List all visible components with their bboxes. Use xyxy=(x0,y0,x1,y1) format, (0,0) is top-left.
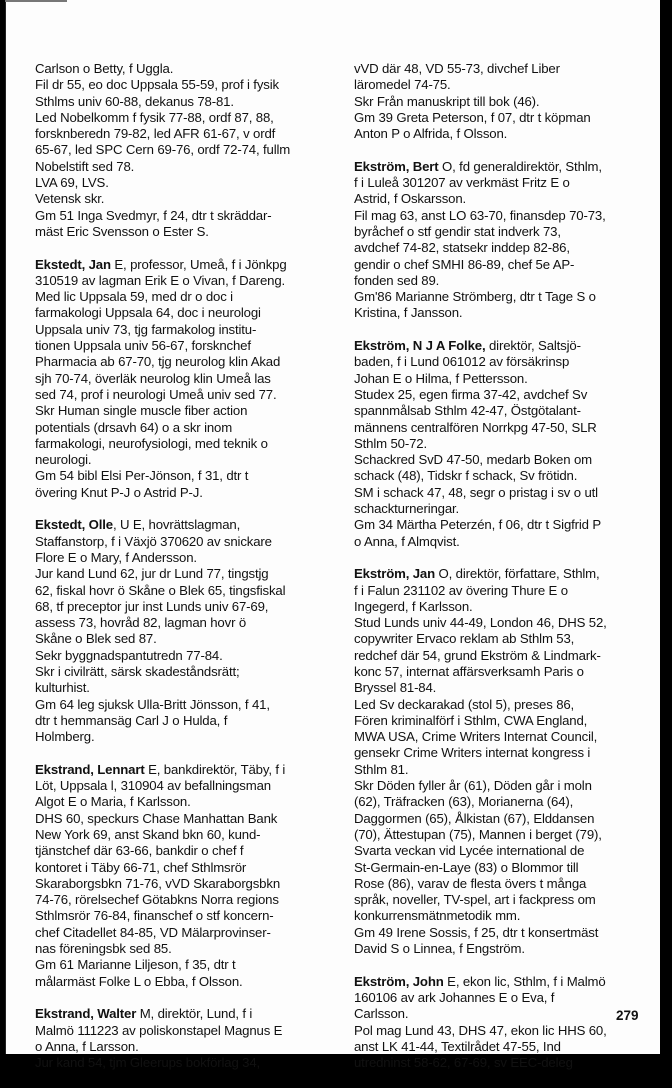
entry-line: tionen Uppsala univ 56-67, forsknchef xyxy=(35,338,251,354)
entry-line: männens centralfören Norrkpg 47-50, SLR xyxy=(354,419,597,435)
entry-name: Ekström, Bert xyxy=(354,158,439,174)
entry-line: potentials (drsavh 64) o a skr inom xyxy=(35,419,233,435)
entry-line: Gm'86 Marianne Strömberg, dtr t Tage S o xyxy=(354,289,596,305)
entry-line: Gm 51 Inga Svedmyr, f 24, dtr t skräddar- xyxy=(35,207,272,223)
entry-line: Gm 61 Marianne Liljeson, f 35, dtr t xyxy=(35,957,236,973)
entry-heading-line xyxy=(354,974,654,990)
entry-line: Skaraborgsbkn 71-76, vVD Skaraborgsbkn xyxy=(35,875,280,891)
entry-line: gendir o chef SMHI 86-89, chef 5e AP- xyxy=(354,256,575,272)
entry-ekstedt-jan xyxy=(35,257,335,501)
entry-line: Carlsson. xyxy=(354,1006,409,1022)
entry-line: spannmålsab Sthlm 42-47, Östgötalant- xyxy=(354,403,581,419)
entry-line: utredninst 58-62, 67-69, sv EEC-deleg xyxy=(354,1055,573,1071)
entry-line: Uppsala univ 73, tjg farmakolog institu- xyxy=(35,321,257,337)
entry-line: (62), Träfracken (63), Morianerna (64), xyxy=(354,794,574,810)
entry-line: Studex 25, egen firma 37-42, avdchef Sv xyxy=(354,386,588,402)
entry-ekstedt-olle xyxy=(35,517,335,745)
entry-line: schack (48), Tidskr f schack, Sv frötidn. xyxy=(354,468,578,484)
entry-line: Led Nobelkomm f fysik 77-88, ordf 87, 88, xyxy=(35,109,274,125)
entry-name-suffix: Folke, xyxy=(444,338,486,354)
entry-line: Nobelstift sed 78. xyxy=(35,158,135,174)
entry-name: Ekström, John xyxy=(354,973,444,989)
entry-line: konc 57, internat affärsverksamh Paris o xyxy=(354,663,584,679)
entry-line: Pol mag Lund 43, DHS 47, ekon lic HHS 60, xyxy=(354,1022,607,1038)
entry-line: mäst Eric Svensson o Ester S. xyxy=(35,223,209,239)
entry-line: nas föreningsbk sed 85. xyxy=(35,941,172,957)
entry-line: dtr t hemmansäg Carl J o Hulda, f xyxy=(35,712,228,728)
entry-line: Schackred SvD 47-50, medarb Boken om xyxy=(354,452,592,468)
entry-line: kulturhist. xyxy=(35,680,90,696)
entry-line: målarmäst Folke L o Ebba, f Olsson. xyxy=(35,973,243,989)
right-column xyxy=(354,61,654,1088)
entry-line: SM i schack 47, 48, segr o pristag i sv o utl xyxy=(354,484,598,500)
entry-line: Gm 49 Irene Sossis, f 25, dtr t konsertmäst xyxy=(354,924,599,940)
left-column xyxy=(35,61,335,1088)
entry-line: f i Falun 231102 av övering Thure E o xyxy=(354,582,568,598)
entry-line: 310519 av lagman Erik E o Vivan, f Dareng. xyxy=(35,272,286,288)
entry-line: kontoret i Täby 66-71, chef Sthlmsrör xyxy=(35,859,247,875)
entry-line: New York 69, anst Skand bkn 60, kund- xyxy=(35,826,261,842)
entry-heading-rest: E, ekon lic, Sthlm, f i Malmö xyxy=(443,973,606,989)
entry-line: Jur kand 54, tjm Gleerups bokförlag 34, xyxy=(35,1055,261,1071)
entry-name: Ekstedt, Olle xyxy=(35,517,113,533)
entry-heading-rest: direktör, Saltsjö- xyxy=(485,338,581,354)
page-number: 279 xyxy=(616,1008,639,1023)
entry-line: fonden sed 89. xyxy=(354,272,440,288)
entry-line: Skr i civilrätt, särsk skadeståndsrätt; xyxy=(35,663,240,679)
entry-line: Löt, Uppsala l, 310904 av befallningsman xyxy=(35,778,271,794)
entry-line: DHS 60, speckurs Chase Manhattan Bank xyxy=(35,810,278,826)
entry-line: språk, noveller, TV-spel, art i fackpress om xyxy=(354,892,596,908)
entry-heading-rest: O, direktör, författare, Sthlm, xyxy=(435,566,600,582)
entry-heading-line xyxy=(35,762,335,778)
entry-name: Ekström, Jan xyxy=(354,566,436,582)
entry-line: anst LK 41-44, Textilrådet 47-55, Ind xyxy=(354,1038,561,1054)
entry-line: o Anna, f Almqvist. xyxy=(354,533,460,549)
entry-heading-rest: M, direktör, Lund, f i xyxy=(136,1006,253,1022)
entry-ekstrom-bert xyxy=(354,159,654,322)
entry-line: St-Germain-en-Laye (83) o Blommor till xyxy=(354,859,579,875)
entry-line: neurologi. xyxy=(35,452,92,468)
entry-name: Ekstrand, Walter xyxy=(35,1006,137,1022)
entry-line: Astrid, f Oskarsson. xyxy=(354,191,467,207)
entry-ekstrand-lennart xyxy=(35,762,335,990)
entry-heading-rest: , U E, hovrättslagman, xyxy=(112,517,241,533)
entry-line: 160106 av ark Johannes E o Eva, f xyxy=(354,989,555,1005)
entry-line: o Anna, f Larsson. xyxy=(35,1038,139,1054)
entry-line: Algot E o Maria, f Karlsson. xyxy=(35,794,191,810)
entry-line: Skåne o Blek sed 87. xyxy=(35,631,157,647)
entry-line: Ingegerd, f Karlsson. xyxy=(354,598,473,614)
entry-line: 74-76, rörelsechef Götabkns Norra regions xyxy=(35,892,279,908)
entry-ekstrom-john xyxy=(354,974,654,1072)
entry-line: Johan E o Hilma, f Pettersson. xyxy=(354,370,528,386)
entry-line: Sthlmsrör 76-84, finanschef o stf koncern- xyxy=(35,908,274,924)
entry-name: Ekström, N J A xyxy=(354,338,445,354)
entry-line: 68, tf preceptor jur inst Lunds univ 67-69, xyxy=(35,598,269,614)
entry-line: f i Luleå 301207 av verkmäst Fritz E o xyxy=(354,175,570,191)
entry-line: redchef där 54, grund Ekström & Lindmark- xyxy=(354,647,601,663)
entry-line: Daggormen (65), Ålkistan (67), Elddansen xyxy=(354,810,595,826)
entry-line: Rose (86), varav de flesta övers t många xyxy=(354,875,587,891)
entry-line: Stud Lunds univ 44-49, London 46, DHS 52, xyxy=(354,615,607,631)
entry-line: vVD där 48, VD 55-73, divchef Liber xyxy=(354,61,560,76)
entry-heading-line xyxy=(354,566,654,582)
entry-line: baden, f i Lund 061012 av försäkrinsp xyxy=(354,354,570,370)
entry-line: Vetensk skr. xyxy=(35,191,105,207)
entry-line: Fil mag 63, anst LO 63-70, finansdep 70-73, xyxy=(354,207,606,223)
entry-line: Sthlm 81. xyxy=(354,761,409,777)
entry-name: Ekstrand, Lennart xyxy=(35,761,145,777)
entry-line: Flore E o Mary, f Andersson. xyxy=(35,549,197,565)
entry-name: Ekstedt, Jan xyxy=(35,256,111,272)
entry-line: byråchef o stf gendir stat indverk 73, xyxy=(354,223,561,239)
entry-line: LVA 69, LVS. xyxy=(35,175,109,191)
entry-heading-rest: E, bankdirektör, Täby, f i xyxy=(144,761,286,777)
entry-line: Skr Döden fyller år (61), Döden går i moln xyxy=(354,778,592,794)
entry-heading-line xyxy=(354,338,654,354)
entry-line: copywriter Ervaco reklam ab Sthlm 53, xyxy=(354,631,575,647)
entry-line: Gm 39 Greta Peterson, f 07, dtr t köpman xyxy=(354,109,591,125)
entry-line: Bryssel 81-84. xyxy=(354,680,437,696)
entry-heading-line xyxy=(35,517,335,533)
entry-line: Holmberg. xyxy=(35,729,95,745)
entry-line: Gm 64 leg sjuksk Ulla-Britt Jönsson, f 41, xyxy=(35,696,270,712)
entry-heading-rest: E, professor, Umeå, f i Jönkpg xyxy=(110,256,287,272)
entry-line: Carlson o Betty, f Uggla. xyxy=(35,61,174,76)
entry-line: Led Sv deckarakad (stol 5), preses 86, xyxy=(354,696,575,712)
entry-line: Fören kriminalförf i Sthlm, CWA England, xyxy=(354,712,588,728)
entry-line: sjh 70-74, överläk neurolog klin Umeå las xyxy=(35,370,271,386)
scan-edge-strip xyxy=(5,0,67,2)
entry-line: Anton P o Alfrida, f Olsson. xyxy=(354,126,508,142)
entry-line: David S o Linnea, f Engström. xyxy=(354,941,525,957)
entry-line: 65-67, led SPC Cern 69-76, ordf 72-74, fullm xyxy=(35,142,291,158)
entry-line: schackturneringar. xyxy=(354,501,460,517)
entry-line: Gm 54 bibl Elsi Per-Jönson, f 31, dtr t xyxy=(35,468,249,484)
entry-line: Jur kand Lund 62, jur dr Lund 77, tingstjg xyxy=(35,566,269,582)
entry-line: Sthlm 50-72. xyxy=(354,435,427,451)
entry-line: övering Knut P-J o Astrid P-J. xyxy=(35,484,203,500)
entry-line: Med lic Uppsala 59, med dr o doc i xyxy=(35,289,233,305)
entry-line: Sthlms univ 60-88, dekanus 78-81. xyxy=(35,93,234,109)
entry-line: (70), Ättestupan (75), Mannen i berget (79), xyxy=(354,826,602,842)
entry-line: forsknberedn 79-82, led AFR 61-67, v ordf xyxy=(35,126,276,142)
entry-ekstrom-folke xyxy=(354,338,654,550)
entry-heading-line xyxy=(35,257,335,273)
entry-line: tjänstchef där 63-66, bankdir o chef f xyxy=(35,843,244,859)
entry-line: farmakologi Uppsala 64, doc i neurologi xyxy=(35,305,261,321)
entry-line: assess 73, hovråd 82, lagman hovr ö xyxy=(35,615,247,631)
entry-line: MWA USA, Crime Writers Internat Council, xyxy=(354,729,598,745)
entry-line: Pharmacia ab 67-70, tjg neurolog klin Akad xyxy=(35,354,281,370)
entry-line: Skr Från manuskript till bok (46). xyxy=(354,93,540,109)
entry-line: Skr Human single muscle fiber action xyxy=(35,403,248,419)
entry-line: avdchef 74-82, statsekr inddep 82-86, xyxy=(354,240,570,256)
entry-heading-line xyxy=(354,159,654,175)
entry-line: Staffanstorp, f i Växjö 370620 av snickare xyxy=(35,533,272,549)
entry-line: Fil dr 55, eo doc Uppsala 55-59, prof i fysik xyxy=(35,77,279,93)
entry-ekstrom-jan xyxy=(354,566,654,957)
entry-continued-carlson xyxy=(35,61,335,240)
entry-line: Kristina, f Jansson. xyxy=(354,305,463,321)
entry-line: Malmö 111223 av poliskonstapel Magnus E xyxy=(35,1022,283,1038)
entry-line: Gm 34 Märtha Peterzén, f 06, dtr t Sigfrid P xyxy=(354,517,602,533)
entry-line: farmakologi, neurofysiologi, med teknik o xyxy=(35,435,268,451)
entry-line: chef Citadellet 84-85, VD Mälarprovinser- xyxy=(35,924,271,940)
entry-line: Sekr byggnadspantutredn 77-84. xyxy=(35,647,223,663)
entry-line: Svarta veckan vid Lycée international de xyxy=(354,843,585,859)
entry-heading-line xyxy=(35,1006,335,1022)
entry-ekstrand-walter xyxy=(35,1006,335,1071)
entry-line: sed 74, prof i neurologi Umeå univ sed 77. xyxy=(35,386,277,402)
entry-heading-rest: O, fd generaldirektör, Sthlm, xyxy=(438,158,602,174)
entry-line: gensekr Crime Writers internat kongress i xyxy=(354,745,591,761)
entry-line: konkurrensmätnmetodik mm. xyxy=(354,908,521,924)
entry-line: läromedel 74-75. xyxy=(354,77,451,93)
entry-line: 62, fiskal hovr ö Skåne o Blek 65, tingsfiskal xyxy=(35,582,286,598)
entry-continued xyxy=(354,61,654,142)
